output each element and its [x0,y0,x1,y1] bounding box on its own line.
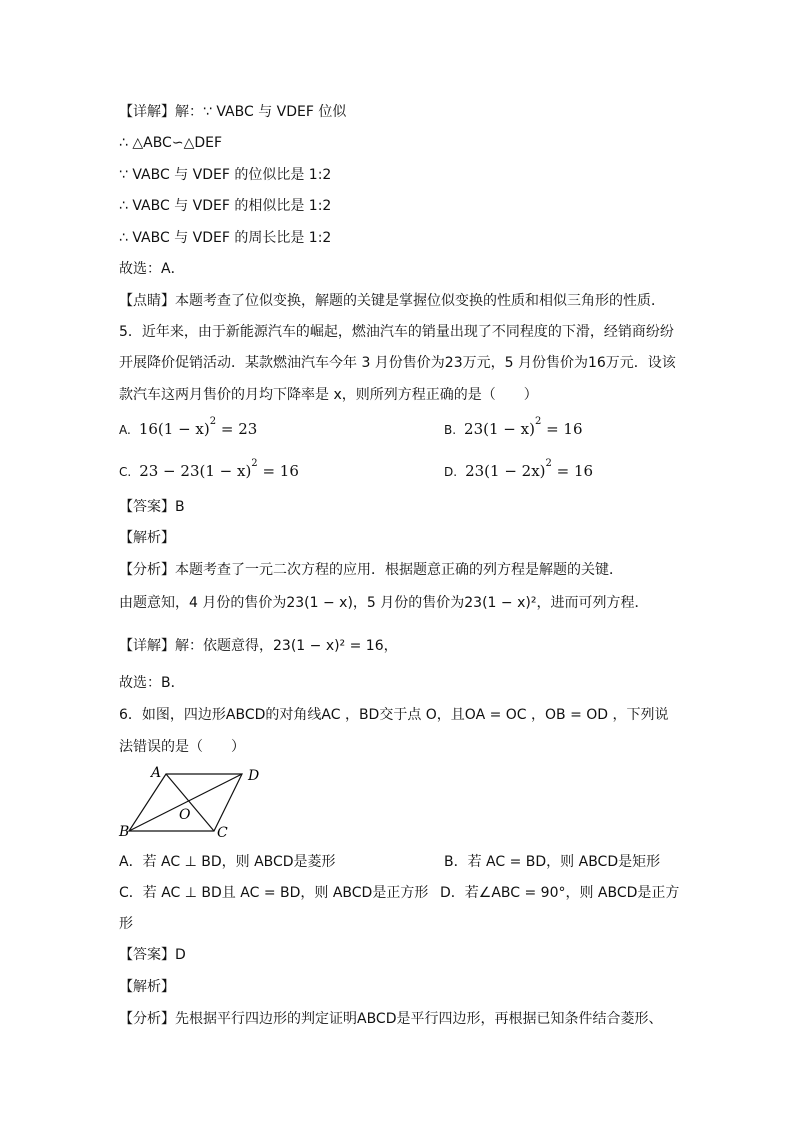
option-expr-rhs: = 23 [216,420,258,438]
option-exponent: 2 [209,416,217,427]
question-5-text: 开展降价促销活动．某款燃油汽车今年 3 月份售价为23万元，5 月份售价为16万元．设该 [119,355,676,371]
question-5-text: 5．近年来，由于新能源汽车的崛起，燃油汽车的销量出现了不同程度的下滑，经销商纷纷 [119,324,674,340]
analysis-label: 【解析】 [119,530,175,546]
answer-label: 【答案】D [119,947,186,963]
option-c [119,458,299,482]
option-exponent: 2 [545,458,552,469]
option-label: C. [119,465,132,479]
question-5-text: 款汽车这两月售价的月均下降率是 x，则所列方程正确的是（ ） [119,387,538,403]
text-line: 故选：A． [119,261,185,277]
option-d: D．若∠ABC = 90°，则 ABCD是正方 [440,885,680,901]
option-expr: 23(1 − x) [464,420,535,438]
option-expr: 23(1 − 2x) [465,462,546,480]
option-expr-rhs: = 16 [541,420,583,438]
question-6-text: 6．如图，四边形ABCD的对角线AC ，BD交于点 O，且OA = OC ，OB = OD ，下列说 [119,707,669,723]
text-line: ∵ VABC 与 VDEF 的位似比是 1:2 [119,167,332,183]
option-expr: 23 − 23(1 − x) [139,462,252,480]
option-expr-rhs: = 16 [551,462,594,480]
option-exponent: 2 [251,458,258,469]
option-label: B. [444,423,457,437]
text-line: 【分析】本题考查了一元二次方程的应用．根据题意正确的列方程是解题的关键． [119,562,623,578]
option-a [119,416,258,440]
option-c: C．若 AC ⊥ BD且 AC = BD，则 ABCD是正方形 [119,885,429,901]
text-line: 由题意知，4 月份的售价为23(1 − x)，5 月份的售价为23(1 − x)²，进而可列方程． [119,595,649,611]
option-d [444,458,594,482]
option-label: D. [444,465,458,479]
analysis-label: 【解析】 [119,979,175,995]
vertex-label-d: D [248,768,260,784]
option-expr: 16(1 − x) [138,420,210,438]
point-label-o: O [179,807,191,823]
answer-label: 【答案】B [119,499,185,515]
text-line: ∴ VABC 与 VDEF 的周长比是 1:2 [119,230,332,246]
vertex-label-c: C [217,825,228,840]
text-line: 【分析】先根据平行四边形的判定证明ABCD是平行四边形，再根据已知条件结合菱形、 [119,1011,663,1027]
parallelogram-figure [117,764,277,840]
text-line: ∴ △ABC∽△DEF [119,135,223,151]
text-line: 【详解】解：∵ VABC 与 VDEF 位似 [119,104,347,120]
option-expr-rhs: = 16 [257,462,299,480]
option-exponent: 2 [534,416,542,427]
option-d-continued: 形 [119,916,133,932]
text-line: 【点睛】本题考查了位似变换，解题的关键是掌握位似变换的性质和相似三角形的性质． [119,293,665,309]
text-line: 【详解】解：依题意得，23(1 − x)² = 16， [119,638,398,654]
question-6-text: 法错误的是（ ） [119,739,245,755]
vertex-label-b: B [119,824,130,840]
text-line: ∴ VABC 与 VDEF 的相似比是 1:2 [119,198,332,214]
text-line: 故选：B． [119,675,185,691]
option-a: A．若 AC ⊥ BD，则 ABCD是菱形 [119,854,336,870]
option-b: B．若 AC = BD，则 ABCD是矩形 [444,854,661,870]
vertex-label-a: A [151,765,162,781]
option-b [444,416,583,440]
option-label: A. [119,423,131,437]
